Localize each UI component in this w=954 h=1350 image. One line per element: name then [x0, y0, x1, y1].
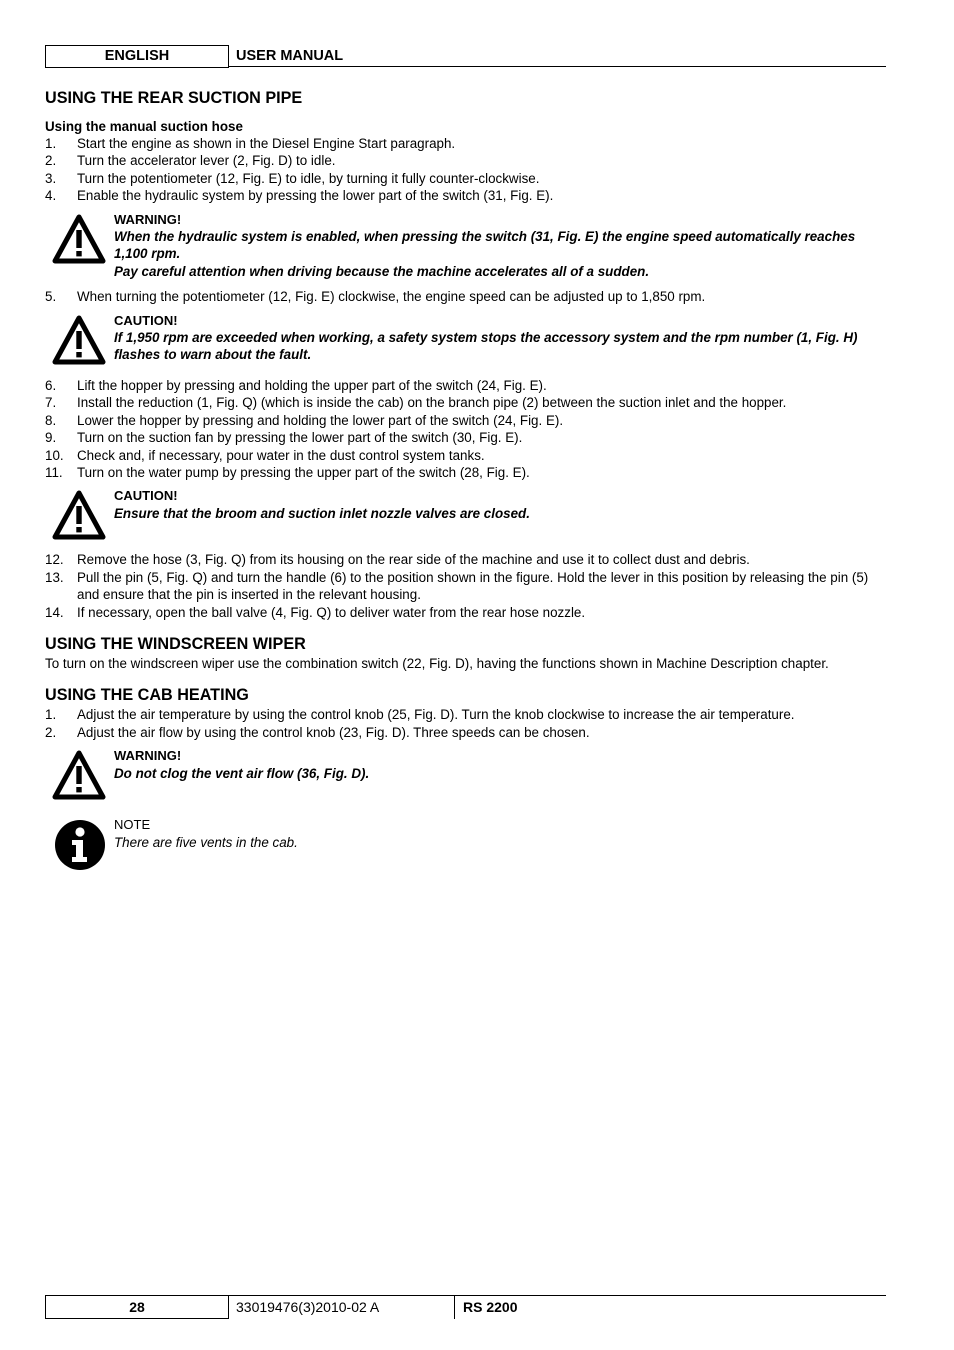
header-language: ENGLISH	[45, 45, 229, 68]
list-item: 1. Start the engine as shown in the Diesel Engine Start paragraph.	[45, 136, 456, 151]
notice-title: CAUTION!	[114, 488, 178, 504]
info-note	[45, 816, 886, 868]
list-item: 7. Install the reduction (1, Fig. Q) (which is inside the cab) on the branch pipe (2) between the suction inlet and the hopper.	[45, 395, 787, 411]
page-content	[45, 85, 886, 868]
warning-notice-2	[45, 747, 886, 799]
list-item: 2. Turn the accelerator lever (2, Fig. D) to idle.	[45, 153, 336, 169]
list-item: 13. Pull the pin (5, Fig. Q) and turn the handle (6) to the position shown in the figure. Hold the lever in this position by releasing the pin (5) and ensure that the pin is inserted in the relevant housing.	[45, 569, 869, 603]
wiper-paragraph: To turn on the windscreen wiper use the combination switch (22, Fig. D), having the functions shown in Machine Description chapter.	[45, 655, 829, 671]
footer-separator	[454, 1295, 455, 1319]
list-item: 9. Turn on the suction fan by pressing the lower part of the switch (30, Fig. E).	[45, 430, 523, 446]
list-item: 8. Lower the hopper by pressing and holding the lower part of the switch (24, Fig. E).	[45, 412, 564, 428]
notice-title: WARNING!	[114, 211, 182, 227]
notice-text: If 1,950 rpm are exceeded when working, a safety system stops the accessory system and the rpm number (1, Fig. H) flashes to warn about the fault.	[114, 330, 858, 363]
list-item: 14. If necessary, open the ball valve (4, Fig. Q) to deliver water from the rear hose nozzle.	[45, 604, 586, 620]
heading-cab-heating: USING THE CAB HEATING	[45, 686, 249, 705]
notice-text: Pay careful attention when driving because the machine accelerates all of a sudden.	[114, 263, 650, 279]
notice-title: CAUTION!	[114, 312, 178, 328]
header-title: USER MANUAL	[236, 48, 344, 64]
footer-doc-code: 33019476(3)2010-02 A	[236, 1299, 380, 1315]
list-item: 1. Adjust the air temperature by using the control knob (25, Fig. D). Turn the knob clockwise to increase the air temperature.	[45, 707, 795, 723]
list-item: 12. Remove the hose (3, Fig. Q) from its housing on the rear side of the machine and use it to collect dust and debris.	[45, 552, 750, 568]
list-item: 11. Turn on the water pump by pressing the upper part of the switch (28, Fig. E).	[45, 464, 530, 480]
page-header	[45, 45, 886, 67]
heading-rear-suction: USING THE REAR SUCTION PIPE	[45, 89, 303, 107]
warning-triangle-icon	[52, 489, 106, 541]
caution-notice-1	[45, 312, 886, 364]
warning-triangle-icon	[52, 213, 106, 265]
notice-text: When the hydraulic system is enabled, when pressing the switch (31, Fig. E) the engine speed automatically reaches 1,100 rpm.	[114, 229, 856, 262]
warning-notice-1	[45, 211, 886, 281]
warning-triangle-icon	[52, 314, 106, 366]
steps-list-d	[45, 551, 886, 621]
footer-model: RS 2200	[463, 1299, 518, 1315]
notice-text: There are five vents in the cab.	[114, 835, 298, 851]
info-icon	[54, 819, 106, 871]
list-item: 4. Enable the hydraulic system by pressing the lower part of the switch (31, Fig. E).	[45, 188, 554, 204]
page-footer	[45, 1295, 886, 1319]
warning-triangle-icon	[52, 749, 106, 801]
heading-windscreen-wiper: USING THE WINDSCREEN WIPER	[45, 634, 306, 653]
notice-title: WARNING!	[114, 748, 182, 764]
subheading-manual-hose: Using the manual suction hose	[45, 119, 243, 134]
steps-list-heating	[45, 706, 886, 741]
list-item: 6. Lift the hopper by pressing and holding the upper part of the switch (24, Fig. E).	[45, 377, 547, 393]
footer-page-number: 28	[45, 1295, 229, 1319]
list-item: 10. Check and, if necessary, pour water in the dust control system tanks.	[45, 447, 485, 463]
notice-text: Do not clog the vent air flow (36, Fig. D).	[114, 765, 370, 781]
list-item: 2. Adjust the air flow by using the control knob (23, Fig. D). Three speeds can be chosen.	[45, 724, 590, 740]
steps-list-c	[45, 377, 886, 481]
notice-title: NOTE	[114, 817, 151, 833]
steps-list-b	[45, 288, 886, 305]
notice-text: Ensure that the broom and suction inlet nozzle valves are closed.	[114, 505, 530, 521]
caution-notice-2	[45, 487, 886, 539]
list-item: 5. When turning the potentiometer (12, Fig. E) clockwise, the engine speed can be adjusted up to 1,850 rpm.	[45, 289, 706, 305]
list-item: 3. Turn the potentiometer (12, Fig. E) to idle, by turning it fully counter-clockwise.	[45, 170, 540, 186]
steps-list-a	[45, 135, 886, 205]
